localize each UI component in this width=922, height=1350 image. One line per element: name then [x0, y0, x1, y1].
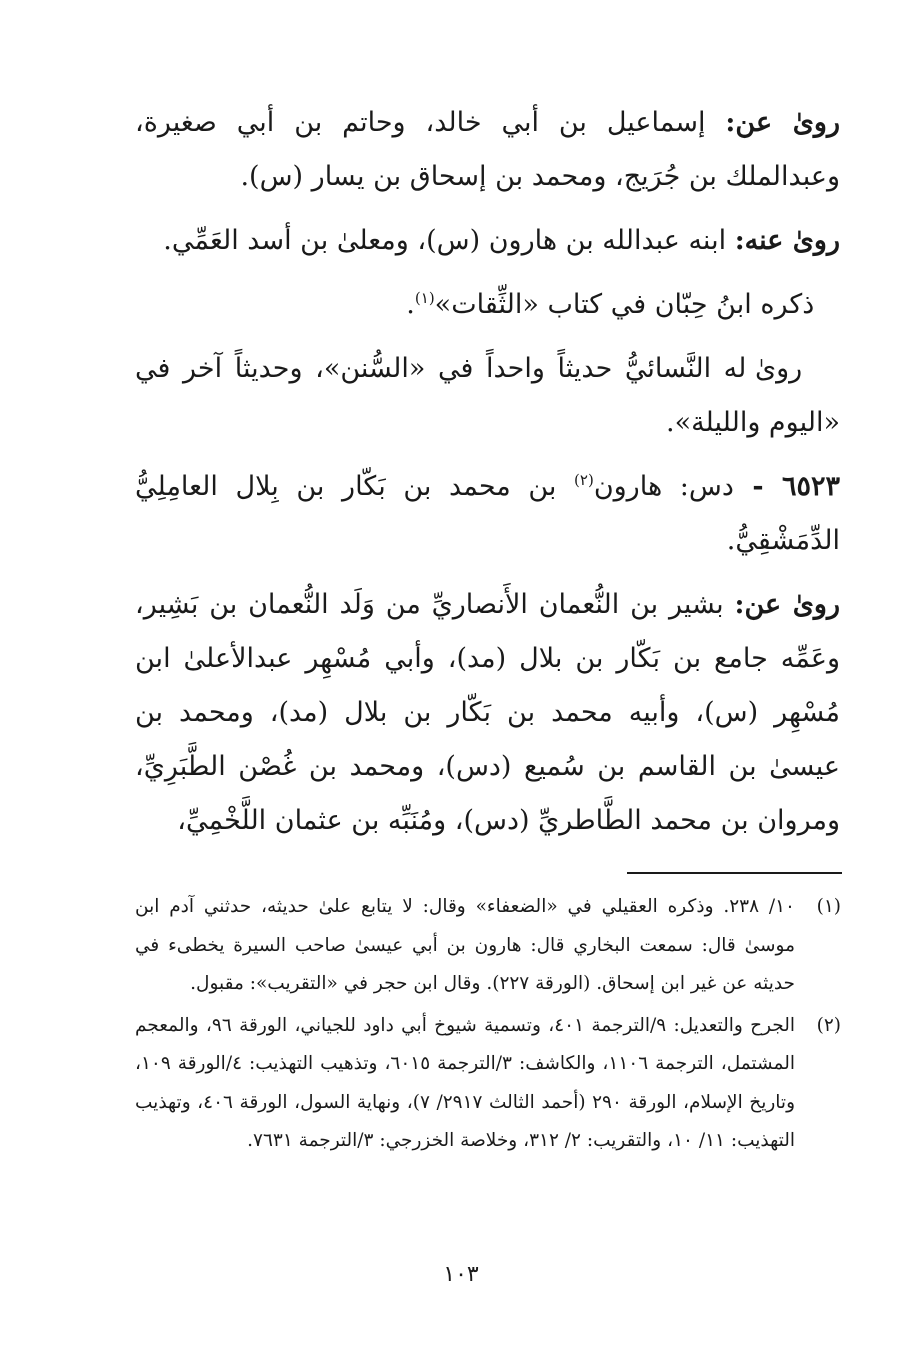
entry-narrated-from-heading: روىٰ عن: — [734, 589, 840, 620]
narrated-from-text: إسماعيل بن أبي خالد، وحاتم بن أبي صغيرة، وعبدالملك بن جُرَيج، ومحمد بن إسحاق بن يسار (س). — [135, 107, 840, 192]
nasai-paragraph — [135, 342, 840, 450]
entry-number: ٦٥٢٣ — [781, 471, 840, 502]
nasai-text: روىٰ له النَّسائيُّ حديثاً واحداً في «السُّنن»، وحديثاً آخر في «اليوم والليلة». — [135, 353, 840, 438]
page-number: ١٠٣ — [443, 1262, 479, 1287]
footnote-text: الجرح والتعديل: ٩/الترجمة ٤٠١، وتسمية شيوخ أبي داود للجياني، الورقة ٩٦، والمعجم المشتمل، الترجمة ١١٠٦، والكاشف: ٣/الترجمة ٦٠١٥، وتذهيب التهذيب: ٤/الورقة ١٠٩، وتاريخ الإسلام، الورقة ٢٩٠ (أحمد الثالث ٢٩١٧/ ٧)، ونهاية السول، الورقة ٤٠٦، وتهذيب التهذيب: ١١/ ١٠، والتقريب: ٢/ ٣١٢، وخلاصة الخزرجي: ٣/الترجمة ٧٦٣١. — [135, 1014, 796, 1151]
footnote-2 — [135, 1007, 841, 1161]
main-text — [135, 96, 840, 858]
entry-name-start: هارون — [593, 471, 663, 502]
ibn-hibban-text: ذكره ابنُ حِبّان في كتاب «الثِّقات» — [434, 289, 815, 320]
narrated-from-paragraph — [135, 96, 840, 204]
narrated-by-paragraph — [135, 214, 840, 268]
footnote-number: (٢) — [816, 1014, 841, 1036]
entry-narrated-from-paragraph — [135, 578, 840, 848]
entry-name-rest: بن محمد بن بَكّار بن بِلال العامِلِيُّ الدِّمَشْقِيُّ. — [135, 471, 840, 556]
footnote-text: ١٠/ ٢٣٨. وذكره العقيلي في «الضعفاء» وقال: لا يتابع علىٰ حديثه، حدثني آدم ابن موسىٰ قال: سمعت البخاري قال: هارون بن أبي عيسىٰ صاحب السيرة يخطىء في حديثه عن غير ابن إسحاق. (الورقة ٢٢٧). وقال ابن حجر في «التقريب»: مقبول. — [135, 896, 795, 994]
ibn-hibban-paragraph — [135, 278, 840, 332]
entry-heading — [135, 460, 840, 568]
ibn-hibban-end: . — [406, 289, 415, 320]
footnote-marker-1: (١) — [414, 289, 435, 307]
footnote-marker-2: (٢) — [574, 471, 594, 489]
footnotes — [135, 888, 841, 1164]
footnote-number: (١) — [816, 896, 841, 917]
narrated-by-text: ابنه عبدالله بن هارون (س)، ومعلىٰ بن أسد العَمِّي. — [163, 225, 735, 256]
entry-narrated-from-text: بشير بن النُّعمان الأَنصاريِّ من وَلَد النُّعمان بن بَشِير، وعَمِّه جامع بن بَكّار بن بلال (مد)، وأبي مُسْهِر عبدالأعلىٰ ابن مُسْهِر (س)، وأبيه محمد بن بَكّار بن بلال (مد)، ومحمد بن عيسىٰ بن القاسم بن سُميع (دس)، ومحمد بن غُصْن الطَّبَرِيِّ، ومروان بن محمد الطَّاطريِّ (دس)، ومُنَبِّه بن عثمان اللَّخْمِيِّ، — [135, 589, 840, 836]
footnote-divider — [627, 872, 842, 874]
entry-separator: - — [733, 471, 782, 502]
narrated-from-heading: روىٰ عن: — [725, 107, 840, 138]
narrated-by-heading: روىٰ عنه: — [734, 225, 840, 256]
entry-code: دس: — [662, 471, 734, 502]
footnote-1 — [135, 888, 841, 1004]
